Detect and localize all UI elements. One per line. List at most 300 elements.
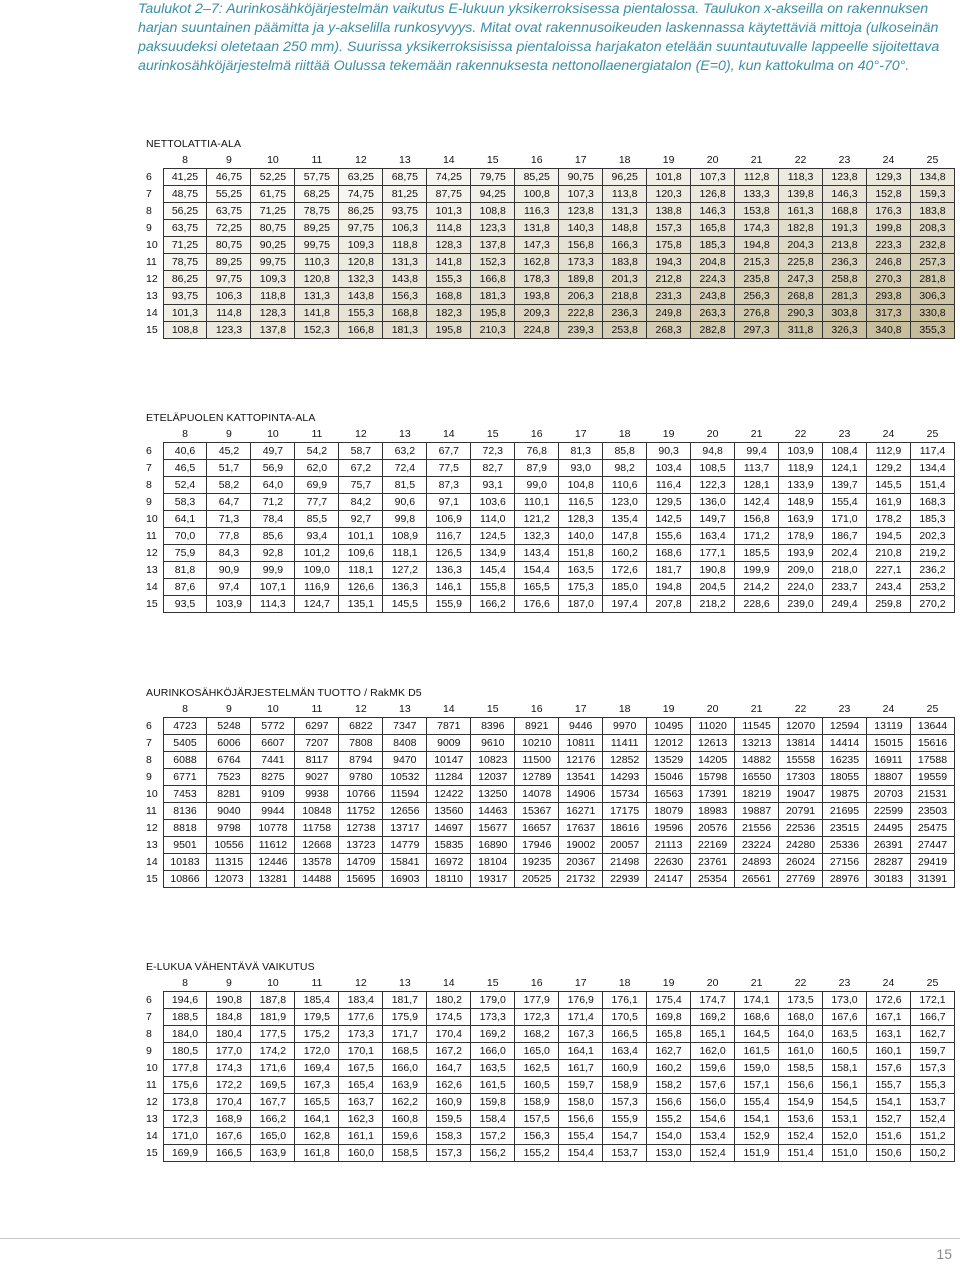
table-cell: 49,7: [251, 443, 295, 460]
table-cell: 165,5: [295, 1094, 339, 1111]
table-cell: 70,0: [163, 528, 207, 545]
column-header: 9: [226, 153, 232, 166]
column-header: 13: [398, 702, 411, 715]
table-cell: 258,8: [823, 271, 867, 288]
column-header: 24: [882, 427, 895, 440]
table-cell: 270,2: [910, 596, 954, 613]
table-cell: 236,2: [910, 562, 954, 579]
table-cell: 224,0: [779, 579, 823, 596]
table-cell: 163,5: [823, 1026, 867, 1043]
column-header: 14: [442, 976, 455, 989]
table-cell: 311,8: [779, 322, 823, 339]
table-cell: 17175: [603, 803, 647, 820]
table-cell: 172,6: [603, 562, 647, 579]
table-cell: 20703: [867, 786, 911, 803]
table-cell: 151,6: [867, 1128, 911, 1145]
table-cell: 185,4: [295, 992, 339, 1009]
column-header: 14: [442, 153, 455, 166]
table-cell: 155,4: [823, 494, 867, 511]
table-cell: 180,5: [163, 1043, 207, 1060]
table-cell: 5772: [251, 718, 295, 735]
table-cell: 210,8: [867, 545, 911, 562]
table-cell: 100,8: [515, 186, 559, 203]
table-cell: 123,3: [207, 322, 251, 339]
table-cell: 128,3: [559, 511, 603, 528]
table-row: [140, 752, 955, 769]
table-cell: 154,1: [735, 1111, 779, 1128]
table-cell: 150,6: [867, 1145, 911, 1162]
figure-caption: Taulukot 2–7: Aurinkosähköjärjestelmän vaikutus E-lukuun yksikerroksisessa pientalossa. Taulukon x-akseilla on rakennuksen harjan suuntainen päämitta ja y-akselilla runkosyvyys. Mitat ovat rakennusoikeuden laskennassa käytettäviä mittoja (ulkoseinän paksuudeksi oletetaan 250 mm). Suurissa yksikerroksisissa pientaloissa harjakaton etelään suuntautuvalle lappeelle sijoitettava aurinkosähköjärjestelmä riittää Oulussa tekemään rakennuksesta nettonollaenergiatalon (E=0), kun kattokulma on 40°-70°.: [138, 1, 940, 74]
table-cell: 166,2: [471, 596, 515, 613]
table-cell: 14414: [823, 735, 867, 752]
table-cell: 163,9: [383, 1077, 427, 1094]
table-cell: 171,0: [163, 1128, 207, 1145]
table-cell: 20576: [691, 820, 735, 837]
table-cell: 126,6: [339, 579, 383, 596]
column-header: 25: [926, 153, 939, 166]
table-cell: 151,9: [735, 1145, 779, 1162]
table-cell: 167,6: [823, 1009, 867, 1026]
table-cell: 97,75: [207, 271, 251, 288]
table-cell: 164,1: [295, 1111, 339, 1128]
table-cell: 13119: [867, 718, 911, 735]
table-cell: 166,2: [251, 1111, 295, 1128]
table-cell: 224,3: [691, 271, 735, 288]
table-cell: 218,2: [691, 596, 735, 613]
table-cell: 94,8: [691, 443, 735, 460]
table-cell: 163,7: [339, 1094, 383, 1111]
table-cell: 15695: [339, 871, 383, 888]
table-cell: 18079: [647, 803, 691, 820]
column-header: 8: [182, 976, 188, 989]
table-cell: 9040: [207, 803, 251, 820]
table-cell: 16271: [559, 803, 603, 820]
table-cell: 81,25: [383, 186, 427, 203]
column-header: 9: [226, 702, 232, 715]
column-header: 22: [794, 976, 807, 989]
table-cell: 106,3: [207, 288, 251, 305]
table-cell: 92,8: [251, 545, 295, 562]
table-cell: 123,8: [823, 169, 867, 186]
table-cell: 26391: [867, 837, 911, 854]
table-cell: 13814: [779, 735, 823, 752]
row-header: 10: [146, 513, 158, 525]
table-cell: 151,0: [823, 1145, 867, 1162]
table-cell: 201,3: [603, 271, 647, 288]
table-cell: 74,75: [339, 186, 383, 203]
table-cell: 175,6: [163, 1077, 207, 1094]
table-cell: 145,4: [471, 562, 515, 579]
table-cell: 7871: [427, 718, 471, 735]
row-header: 15: [146, 598, 158, 610]
table-cell: 17637: [559, 820, 603, 837]
table-cell: 29419: [910, 854, 954, 871]
column-header: 20: [706, 427, 719, 440]
row-header: 11: [146, 805, 157, 817]
table-cell: 168,6: [735, 1009, 779, 1026]
table-cell: 159,7: [559, 1077, 603, 1094]
table-row: [140, 803, 955, 820]
table-cell: 21556: [735, 820, 779, 837]
page-number: 15: [936, 1246, 952, 1262]
table-cell: 146,3: [691, 203, 735, 220]
table-cell: 107,3: [559, 186, 603, 203]
table-cell: 99,4: [735, 443, 779, 460]
table-cell: 72,3: [471, 443, 515, 460]
table-cell: 171,7: [383, 1026, 427, 1043]
row-header: 9: [146, 1045, 152, 1057]
table-cell: 146,1: [427, 579, 471, 596]
table-cell: 135,4: [603, 511, 647, 528]
column-header: 10: [267, 976, 279, 989]
column-header: 12: [355, 153, 367, 166]
table-cell: 8117: [295, 752, 339, 769]
table-cell: 24280: [779, 837, 823, 854]
table-cell: 74,25: [427, 169, 471, 186]
column-header: 15: [486, 976, 499, 989]
table-cell: 123,3: [471, 220, 515, 237]
table-cell: 12789: [515, 769, 559, 786]
column-header: 23: [838, 702, 851, 715]
table-cell: 99,75: [251, 254, 295, 271]
table-cell: 116,4: [647, 477, 691, 494]
table-row: [140, 203, 955, 220]
table-cell: 25336: [823, 837, 867, 854]
table-cell: 140,3: [559, 220, 603, 237]
table-row: [140, 820, 955, 837]
table-cell: 173,5: [779, 992, 823, 1009]
table-cell: 218,0: [823, 562, 867, 579]
row-header: 8: [146, 479, 152, 491]
table-cell: 155,2: [515, 1145, 559, 1162]
table-cell: 80,75: [207, 237, 251, 254]
table-row: [140, 169, 955, 186]
row-header: 13: [146, 1113, 158, 1125]
table-cell: 76,8: [515, 443, 559, 460]
table-row: [140, 562, 955, 579]
table-cell: 112,8: [735, 169, 779, 186]
table-cell: 132,3: [339, 271, 383, 288]
table-cell: 153,4: [691, 1128, 735, 1145]
table-cell: 13578: [295, 854, 339, 871]
column-header: 17: [574, 702, 587, 715]
table-cell: 168,8: [383, 305, 427, 322]
table-cell: 162,2: [383, 1094, 427, 1111]
table-cell: 14779: [383, 837, 427, 854]
table-cell: 90,3: [647, 443, 691, 460]
row-header: 15: [146, 873, 158, 885]
table-cell: 84,3: [207, 545, 251, 562]
table-cell: 110,6: [603, 477, 647, 494]
table-cell: 158,2: [647, 1077, 691, 1094]
table-cell: 175,4: [647, 992, 691, 1009]
data-table: [140, 974, 955, 1162]
table-cell: 177,8: [163, 1060, 207, 1077]
table-cell: 81,8: [163, 562, 207, 579]
table-cell: 187,0: [559, 596, 603, 613]
table-cell: 18616: [603, 820, 647, 837]
table-cell: 22630: [647, 854, 691, 871]
table-cell: 8396: [471, 718, 515, 735]
table-cell: 16903: [383, 871, 427, 888]
table-cell: 135,1: [339, 596, 383, 613]
table-cell: 177,6: [339, 1009, 383, 1026]
table-cell: 15841: [383, 854, 427, 871]
table-cell: 330,8: [910, 305, 954, 322]
table-section-nettolattia-ala: [140, 138, 955, 339]
table-cell: 12073: [207, 871, 251, 888]
row-header: 9: [146, 496, 152, 508]
column-header: 20: [706, 153, 719, 166]
table-cell: 14697: [427, 820, 471, 837]
table-cell: 162,8: [515, 254, 559, 271]
table-cell: 15677: [471, 820, 515, 837]
table-cell: 64,1: [163, 511, 207, 528]
table-cell: 204,5: [691, 579, 735, 596]
table-cell: 16550: [735, 769, 779, 786]
table-cell: 101,3: [427, 203, 471, 220]
table-cell: 162,0: [691, 1043, 735, 1060]
table-cell: 12422: [427, 786, 471, 803]
table-cell: 10556: [207, 837, 251, 854]
column-header: 20: [706, 702, 719, 715]
table-cell: 155,9: [603, 1111, 647, 1128]
table-cell: 151,4: [779, 1145, 823, 1162]
table-cell: 87,75: [427, 186, 471, 203]
table-cell: 11411: [603, 735, 647, 752]
table-cell: 128,3: [251, 305, 295, 322]
table-cell: 154,1: [867, 1094, 911, 1111]
table-cell: 236,3: [603, 305, 647, 322]
table-cell: 9109: [251, 786, 295, 803]
table-cell: 177,1: [691, 545, 735, 562]
table-cell: 10823: [471, 752, 515, 769]
table-cell: 156,8: [735, 511, 779, 528]
table-cell: 104,8: [559, 477, 603, 494]
table-cell: 218,8: [603, 288, 647, 305]
table-cell: 181,7: [647, 562, 691, 579]
table-cell: 155,7: [867, 1077, 911, 1094]
table-cell: 293,8: [867, 288, 911, 305]
table-cell: 11758: [295, 820, 339, 837]
table-cell: 8408: [383, 735, 427, 752]
corner-cell: [140, 151, 163, 169]
table-cell: 171,0: [823, 511, 867, 528]
table-cell: 63,2: [383, 443, 427, 460]
row-header: 9: [146, 222, 152, 234]
table-cell: 131,8: [515, 220, 559, 237]
table-cell: 101,3: [163, 305, 207, 322]
table-cell: 109,3: [251, 271, 295, 288]
table-row: [140, 1043, 955, 1060]
table-cell: 137,8: [471, 237, 515, 254]
table-cell: 152,4: [779, 1128, 823, 1145]
table-cell: 17946: [515, 837, 559, 854]
table-cell: 276,8: [735, 305, 779, 322]
table-cell: 207,8: [647, 596, 691, 613]
table-cell: 147,3: [515, 237, 559, 254]
table-cell: 24893: [735, 854, 779, 871]
table-cell: 168,2: [515, 1026, 559, 1043]
column-header: 25: [926, 702, 939, 715]
table-cell: 109,6: [339, 545, 383, 562]
table-cell: 12613: [691, 735, 735, 752]
table-cell: 99,8: [383, 511, 427, 528]
column-header: 21: [750, 702, 763, 715]
table-cell: 116,3: [515, 203, 559, 220]
table-row: [140, 769, 955, 786]
table-cell: 23515: [823, 820, 867, 837]
table-cell: 116,9: [295, 579, 339, 596]
table-cell: 153,1: [823, 1111, 867, 1128]
table-cell: 64,7: [207, 494, 251, 511]
row-header: 12: [146, 822, 158, 834]
table-cell: 25354: [691, 871, 735, 888]
table-cell: 14906: [559, 786, 603, 803]
table-cell: 86,25: [339, 203, 383, 220]
row-header: 13: [146, 290, 158, 302]
table-cell: 15734: [603, 786, 647, 803]
column-header: 8: [182, 427, 188, 440]
table-cell: 128,3: [427, 237, 471, 254]
table-row: [140, 718, 955, 735]
table-cell: 191,3: [823, 220, 867, 237]
table-cell: 168,6: [647, 545, 691, 562]
table-cell: 164,1: [559, 1043, 603, 1060]
table-cell: 148,8: [603, 220, 647, 237]
table-cell: 63,75: [163, 220, 207, 237]
table-cell: 243,8: [691, 288, 735, 305]
column-header: 13: [398, 153, 411, 166]
column-header: 21: [750, 427, 763, 440]
column-header: 17: [574, 427, 587, 440]
column-header: 16: [530, 702, 543, 715]
table-cell: 86,25: [163, 271, 207, 288]
table-cell: 152,4: [691, 1145, 735, 1162]
column-header: 11: [311, 702, 323, 715]
table-cell: 158,5: [383, 1145, 427, 1162]
table-cell: 136,3: [427, 562, 471, 579]
table-cell: 11612: [251, 837, 295, 854]
table-cell: 93,75: [383, 203, 427, 220]
table-cell: 180,4: [207, 1026, 251, 1043]
table-cell: 126,8: [691, 186, 735, 203]
table-cell: 306,3: [910, 288, 954, 305]
table-cell: 19887: [735, 803, 779, 820]
column-header: 24: [882, 702, 895, 715]
table-cell: 165,0: [251, 1128, 295, 1145]
table-cell: 24495: [867, 820, 911, 837]
table-cell: 243,4: [867, 579, 911, 596]
table-cell: 154,4: [559, 1145, 603, 1162]
table-cell: 159,7: [910, 1043, 954, 1060]
row-header: 15: [146, 1147, 158, 1159]
table-cell: 16657: [515, 820, 559, 837]
table-cell: 165,4: [339, 1077, 383, 1094]
table-cell: 139,7: [823, 477, 867, 494]
table-cell: 159,6: [691, 1060, 735, 1077]
table-cell: 101,1: [339, 528, 383, 545]
table-cell: 19002: [559, 837, 603, 854]
table-row: [140, 528, 955, 545]
column-header: 22: [794, 153, 807, 166]
column-header: 10: [267, 427, 279, 440]
row-header: 13: [146, 564, 158, 576]
table-cell: 87,3: [427, 477, 471, 494]
table-cell: 249,8: [647, 305, 691, 322]
table-cell: 5405: [163, 735, 207, 752]
table-cell: 167,7: [251, 1094, 295, 1111]
table-cell: 80,75: [251, 220, 295, 237]
table-cell: 181,3: [471, 288, 515, 305]
table-cell: 317,3: [867, 305, 911, 322]
table-cell: 4723: [163, 718, 207, 735]
table-cell: 194,8: [735, 237, 779, 254]
table-section-e-luku: [140, 961, 955, 1162]
table-cell: 26024: [779, 854, 823, 871]
table-cell: 167,6: [207, 1128, 251, 1145]
table-cell: 8818: [163, 820, 207, 837]
table-cell: 11020: [691, 718, 735, 735]
table-cell: 157,6: [867, 1060, 911, 1077]
table-cell: 12176: [559, 752, 603, 769]
table-row: [140, 460, 955, 477]
table-cell: 178,3: [515, 271, 559, 288]
table-row: [140, 1009, 955, 1026]
table-cell: 174,3: [735, 220, 779, 237]
column-header: 22: [794, 427, 807, 440]
data-table: [140, 425, 955, 613]
table-cell: 118,9: [779, 460, 823, 477]
table-cell: 108,8: [471, 203, 515, 220]
table-row: [140, 871, 955, 888]
table-cell: 58,7: [339, 443, 383, 460]
table-cell: 14488: [295, 871, 339, 888]
table-cell: 233,7: [823, 579, 867, 596]
table-cell: 15835: [427, 837, 471, 854]
row-header: 14: [146, 1130, 158, 1142]
table-cell: 110,3: [295, 254, 339, 271]
table-cell: 194,8: [647, 579, 691, 596]
table-cell: 155,6: [647, 528, 691, 545]
table-cell: 182,8: [779, 220, 823, 237]
table-cell: 239,3: [559, 322, 603, 339]
table-cell: 153,0: [647, 1145, 691, 1162]
row-header: 7: [146, 462, 152, 474]
table-cell: 13250: [471, 786, 515, 803]
table-cell: 165,0: [515, 1043, 559, 1060]
table-cell: 157,3: [603, 1094, 647, 1111]
table-cell: 183,4: [339, 992, 383, 1009]
table-cell: 204,8: [691, 254, 735, 271]
table-cell: 166,7: [910, 1009, 954, 1026]
table-cell: 13541: [559, 769, 603, 786]
table-cell: 173,8: [163, 1094, 207, 1111]
table-cell: 6006: [207, 735, 251, 752]
table-cell: 14709: [339, 854, 383, 871]
table-cell: 21695: [823, 803, 867, 820]
table-cell: 247,3: [779, 271, 823, 288]
table-cell: 13644: [910, 718, 954, 735]
table-cell: 99,0: [515, 477, 559, 494]
table-cell: 142,5: [647, 511, 691, 528]
table-cell: 97,4: [207, 579, 251, 596]
table-cell: 114,3: [251, 596, 295, 613]
table-cell: 170,1: [339, 1043, 383, 1060]
table-cell: 166,5: [603, 1026, 647, 1043]
table-cell: 110,1: [515, 494, 559, 511]
table-cell: 168,5: [383, 1043, 427, 1060]
